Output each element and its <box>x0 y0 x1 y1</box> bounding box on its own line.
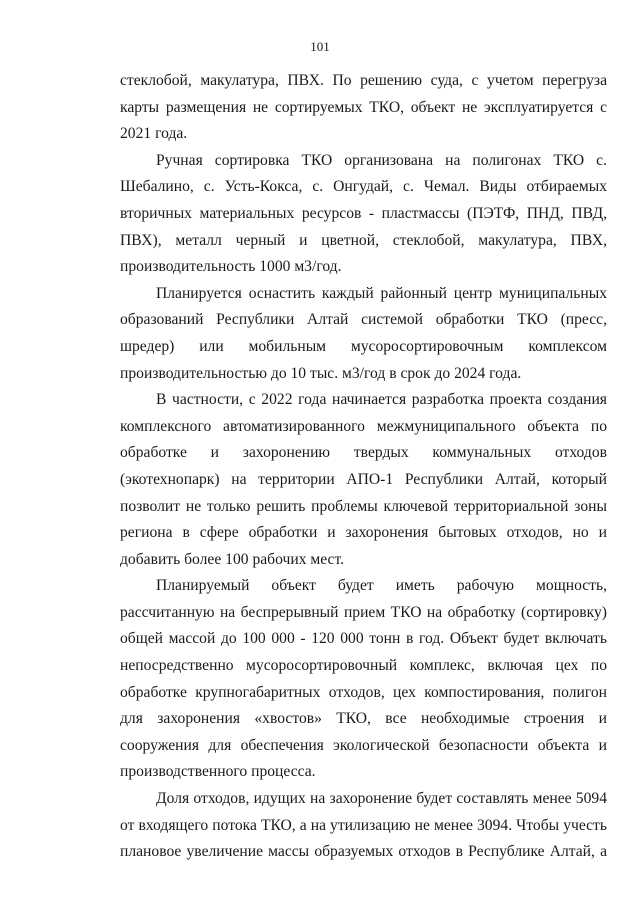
text-line: региона в сфере обработки и захоронения бытовых отходов, но и <box>120 524 607 542</box>
text-line: непосредственно мусоросортировочный комплекс, включая цех по <box>120 657 607 675</box>
text-line: Планируется оснастить каждый районный центр муниципальных <box>156 284 607 302</box>
paragraph <box>120 573 607 786</box>
text-line: производительностью до 10 тыс. м3/год в срок до 2024 года. <box>120 364 522 382</box>
text-line: вторичных материальных ресурсов - пластмассы (ПЭТФ, ПНД, ПВД, <box>120 204 607 222</box>
text-line: плановое увеличение массы образуемых отходов в Республике Алтай, а <box>120 843 607 861</box>
paragraph <box>120 387 607 573</box>
text-line: стеклобой, макулатура, ПВХ. По решению суда, с учетом перегруза <box>120 72 607 89</box>
text-line: сооружения для обеспечения экологической безопасности объекта и <box>120 736 607 754</box>
text-line: комплексного автоматизированного межмуниципального объекта по <box>120 417 607 435</box>
text-line: обработке и захоронению твердых коммунальных отходов <box>120 444 607 462</box>
text-line: производственного процесса. <box>120 763 316 781</box>
text-line: от входящего потока ТКО, а на утилизацию не менее 3094. Чтобы учесть <box>120 816 607 834</box>
paragraph <box>120 68 607 148</box>
text-line: для захоронения «хвостов» ТКО, все необходимые строения и <box>120 710 607 728</box>
page-number: 101 <box>310 39 330 54</box>
text-line: производительность 1000 м3/год. <box>120 258 342 276</box>
text-line: Доля отходов, идущих на захоронение будет составлять менее 5094 <box>156 790 607 808</box>
text-line: образований Республики Алтай системой обработки ТКО (пресс, <box>120 311 607 329</box>
text-line: В частности, с 2022 года начинается разработка проекта создания <box>156 391 607 409</box>
text-line: ПВХ), металл черный и цветной, стеклобой, макулатура, ПВХ, <box>120 231 607 249</box>
text-line: Шебалино, с. Усть-Кокса, с. Онгудай, с. Чемал. Виды отбираемых <box>120 178 607 196</box>
text-line: позволит не только решить проблемы ключевой территориальной зоны <box>120 497 607 515</box>
text-line: карты размещения не сортируемых ТКО, объект не эксплуатируется с <box>120 98 607 116</box>
text-line: Планируемый объект будет иметь рабочую мощность, <box>156 577 607 595</box>
text-line: (экотехнопарк) на территории АПО-1 Республики Алтай, который <box>120 470 607 488</box>
text-line: шредер) или мобильным мусоросортировочным комплексом <box>120 337 607 355</box>
document-body <box>120 68 607 866</box>
paragraph <box>120 148 607 281</box>
text-line: общей массой до 100 000 - 120 000 тонн в год. Объект будет включать <box>120 630 607 648</box>
text-line: 2021 года. <box>120 125 188 143</box>
text-line: рассчитанную на беспрерывный прием ТКО на обработку (сортировку) <box>120 603 607 621</box>
text-line: добавить более 100 рабочих мест. <box>120 550 345 568</box>
text-line: обработке крупногабаритных отходов, цех компостирования, полигон <box>120 683 607 701</box>
text-line: Ручная сортировка ТКО организована на полигонах ТКО с. <box>156 151 607 169</box>
paragraph <box>120 786 607 866</box>
paragraph <box>120 281 607 387</box>
